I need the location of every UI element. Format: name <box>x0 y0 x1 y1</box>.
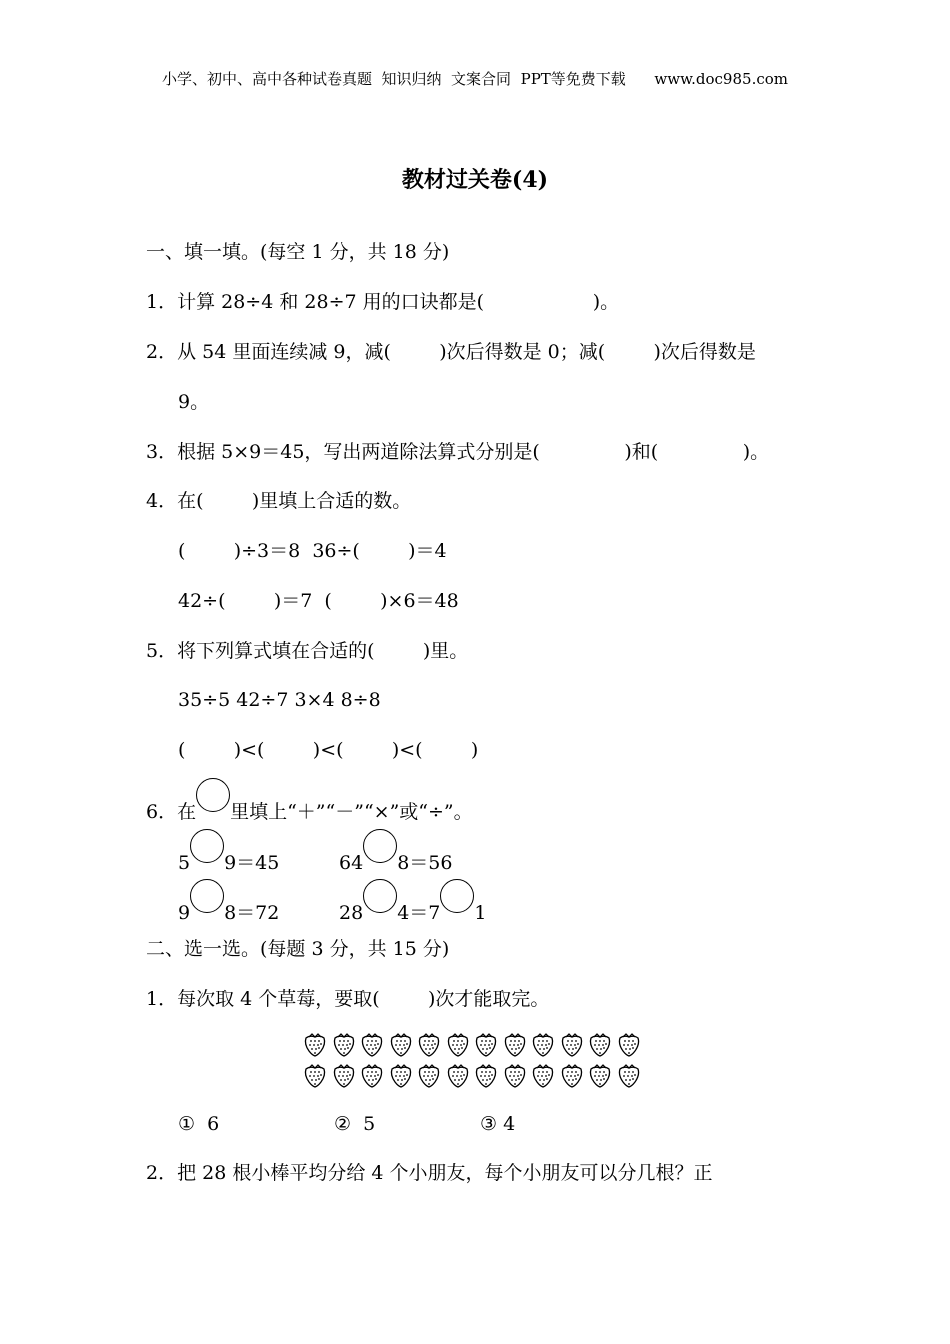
strawberry-icon <box>616 1032 642 1058</box>
question-1-1: 1．计算 28÷4 和 28÷7 用的口诀都是( )。 <box>146 291 620 313</box>
strawberry-icon <box>559 1063 585 1089</box>
strawberry-icon <box>331 1063 357 1089</box>
question-1-4-line1: ( )÷3＝8 36÷( )＝4 <box>178 540 447 562</box>
question-1-4: 4．在( )里填上合适的数。 <box>146 490 412 512</box>
strawberry-icon <box>502 1063 528 1089</box>
equation-6d-left: 28 <box>339 902 364 924</box>
strawberry-icon <box>473 1032 499 1058</box>
strawberry-icon <box>616 1063 642 1089</box>
strawberry-icon <box>530 1032 556 1058</box>
equation-6a-left: 5 <box>178 852 191 874</box>
strawberry-icon <box>388 1032 414 1058</box>
strawberry-icon <box>359 1032 385 1058</box>
question-1-5-order: ( )<( )<( )<( ) <box>178 739 479 761</box>
equation-6c-right: 8＝72 <box>224 902 280 924</box>
operator-circle-6c[interactable] <box>190 879 224 913</box>
strawberry-icon <box>445 1063 471 1089</box>
equation-6c-left: 9 <box>178 902 191 924</box>
operator-circle-6a[interactable] <box>190 829 224 863</box>
strawberry-icon <box>587 1063 613 1089</box>
section1-heading: 一、填一填。(每空 1 分，共 18 分) <box>146 241 450 263</box>
strawberry-row-2 <box>302 1063 642 1089</box>
strawberry-icon <box>388 1063 414 1089</box>
operator-circle-6b[interactable] <box>363 829 397 863</box>
option-1[interactable]: ① 6 <box>178 1113 220 1135</box>
equation-6a-right: 9＝45 <box>224 852 280 874</box>
question-1-3: 3．根据 5×9＝45，写出两道除法算式分别是( )和( )。 <box>146 441 770 463</box>
strawberry-icon <box>530 1063 556 1089</box>
equation-6c <box>178 891 279 925</box>
section2-heading: 二、选一选。(每题 3 分，共 15 分) <box>146 938 450 960</box>
strawberry-icon <box>416 1063 442 1089</box>
strawberry-icon <box>502 1032 528 1058</box>
equation-6b-left: 64 <box>339 852 364 874</box>
question-1-2-cont: 9。 <box>178 391 210 413</box>
operator-circle-6d-1[interactable] <box>363 879 397 913</box>
equation-6b <box>339 841 452 875</box>
option-3[interactable]: ③ 4 <box>480 1113 516 1135</box>
option-2[interactable]: ② 5 <box>334 1113 376 1135</box>
strawberry-icon <box>302 1032 328 1058</box>
question-1-6-prefix: 6．在 <box>146 801 197 823</box>
question-2-2: 2．把 28 根小棒平均分给 4 个小朋友，每个小朋友可以分几根？正 <box>146 1162 713 1184</box>
strawberry-icon <box>473 1063 499 1089</box>
equation-6d-right: 1 <box>474 902 487 924</box>
strawberry-icon <box>445 1032 471 1058</box>
operator-circle-6d-2[interactable] <box>440 879 474 913</box>
strawberry-icon <box>331 1032 357 1058</box>
strawberry-icon <box>559 1032 585 1058</box>
question-1-5: 5．将下列算式填在合适的( )里。 <box>146 640 469 662</box>
equation-6d-middle: 4＝7 <box>397 902 441 924</box>
strawberry-icon <box>302 1063 328 1089</box>
question-1-2: 2．从 54 里面连续减 9，减( )次后得数是 0；减( )次后得数是 <box>146 341 756 363</box>
strawberry-icon <box>359 1063 385 1089</box>
strawberry-row-1 <box>302 1032 642 1058</box>
question-1-4-line2: 42÷( )＝7 ( )×6＝48 <box>178 590 459 612</box>
equation-6d <box>339 891 486 925</box>
question-2-1: 1．每次取 4 个草莓，要取( )次才能取完。 <box>146 988 550 1010</box>
equation-6a <box>178 841 279 875</box>
strawberry-icon <box>587 1032 613 1058</box>
equation-6b-right: 8＝56 <box>397 852 453 874</box>
question-1-5-expressions: 35÷5 42÷7 3×4 8÷8 <box>178 689 381 711</box>
question-1-6-suffix: 里填上“＋”“－”“×”或“÷”。 <box>230 801 473 823</box>
operator-circle <box>196 778 230 812</box>
question-1-6 <box>146 790 473 824</box>
strawberry-icon <box>416 1032 442 1058</box>
page-header: 小学、初中、高中各种试卷真题 知识归纳 文案合同 PPT等免费下载 www.doc985.com <box>161 70 788 88</box>
page-title: 教材过关卷(4) <box>401 167 549 193</box>
